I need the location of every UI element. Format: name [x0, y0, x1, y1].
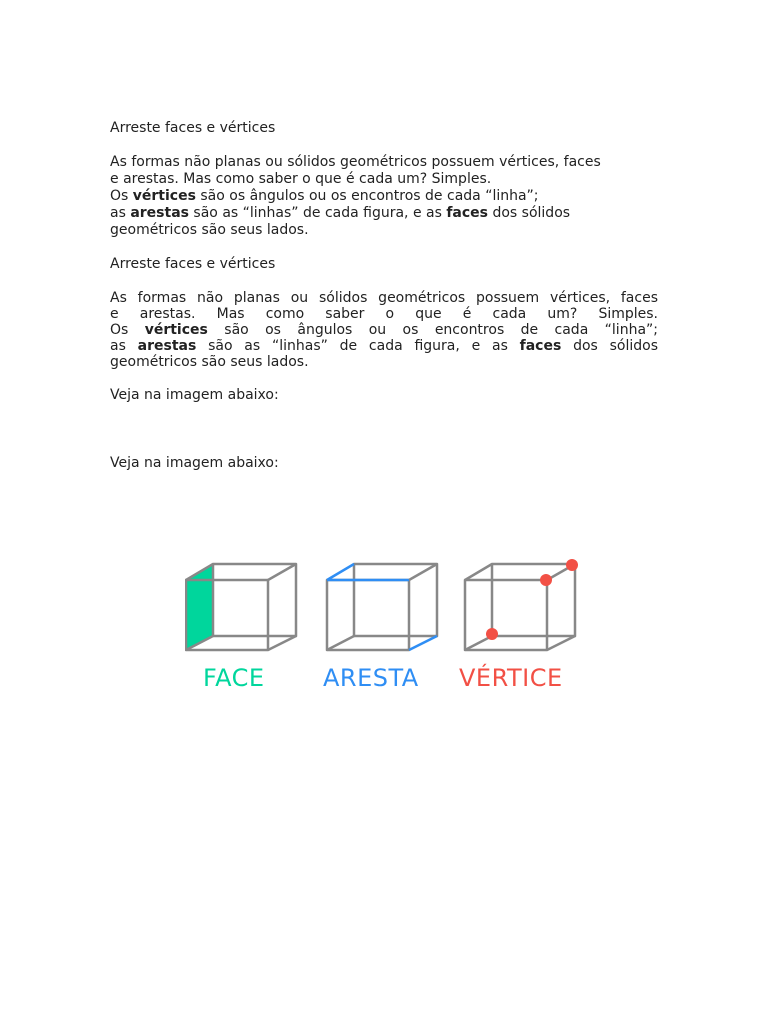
section2-paragraph [110, 290, 658, 370]
section1-line5: geométricos são seus lados. [110, 222, 309, 238]
section1-line2: e arestas. Mas como saber o que é cada um? Simples. [110, 171, 492, 187]
vertex-dot [540, 574, 552, 586]
vertex-dot [566, 559, 578, 571]
vertex-dot [486, 628, 498, 640]
term-faces-2: faces [519, 338, 562, 354]
section2-title: Arreste faces e vértices [110, 256, 276, 272]
cube-vertice [465, 559, 578, 650]
cube-vertice-front [465, 580, 547, 650]
cube-face [186, 564, 296, 650]
document-body [110, 120, 658, 472]
section2-line3: Os vértices são os ângulos ou os encontros de cada “linha”; [110, 322, 658, 338]
section1-line4: as arestas são as “linhas” de cada figura, e as faces dos sólidos [110, 205, 571, 221]
cube-aresta-back [354, 564, 437, 636]
term-vertices: vértices [132, 188, 196, 204]
section1-line3: Os vértices são os ângulos ou os encontros de cada “linha”; [110, 188, 539, 204]
section2-line1: As formas não planas ou sólidos geométricos possuem vértices, faces [110, 290, 658, 306]
term-faces: faces [446, 205, 489, 221]
see-below-2: Veja na imagem abaixo: [110, 455, 279, 471]
cube-vertice-back [492, 564, 575, 636]
section2-line2: e arestas. Mas como saber o que é cada um? Simples. [110, 306, 658, 322]
label-aresta: ARESTA [323, 664, 419, 692]
section2-see-below: Veja na imagem abaixo: [110, 387, 279, 403]
cube-aresta [327, 564, 437, 650]
section1-line1: As formas não planas ou sólidos geométricos possuem vértices, faces [110, 154, 601, 170]
cube-aresta-front [327, 580, 409, 650]
label-vertice: VÉRTICE [459, 664, 563, 692]
term-vertices-2: vértices [144, 322, 208, 338]
cube-face-back [213, 564, 296, 636]
section2-line4: as arestas são as “linhas” de cada figura, e as faces dos sólidos [110, 338, 659, 354]
section1-title: Arreste faces e vértices [110, 120, 276, 136]
highlighted-edge-bottom [409, 636, 437, 650]
term-arestas-2: arestas [137, 338, 197, 354]
cube-figure [185, 558, 585, 698]
label-face: FACE [203, 664, 265, 692]
section2-line5: geométricos são seus lados. [110, 354, 309, 370]
term-arestas: arestas [130, 205, 189, 221]
